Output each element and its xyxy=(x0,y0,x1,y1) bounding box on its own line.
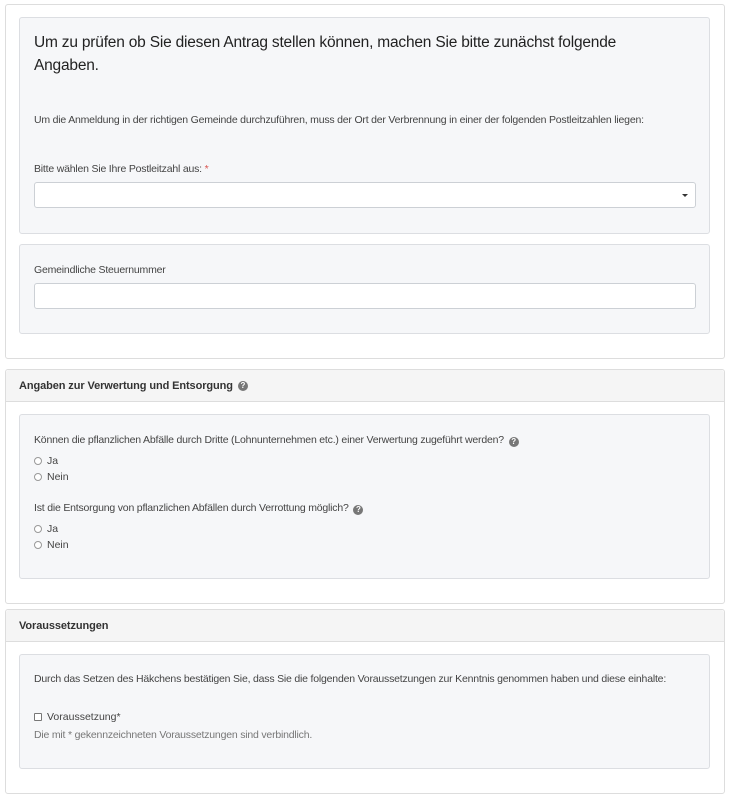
intro-description: Um die Anmeldung in der richtigen Gemeinde durchzuführen, muss der Ort der Verbrennung in einer der folgenden Postleitzahlen liegen: xyxy=(34,114,644,126)
requirements-well xyxy=(19,654,710,769)
question-rotting-text: Ist die Entsorgung von pflanzlichen Abfällen durch Verrottung möglich? xyxy=(34,502,349,514)
requirements-panel-heading xyxy=(6,610,724,642)
caret-down-icon xyxy=(682,194,688,197)
radio-label: Nein xyxy=(47,471,69,483)
requirements-panel-title: Voraussetzungen xyxy=(19,619,109,632)
requirements-description: Durch das Setzen des Häkchens bestätigen Sie, dass Sie die folgenden Voraussetzungen zur Kenntnis genommen haben und diese einhalte: xyxy=(34,673,667,685)
question-recycling xyxy=(34,432,519,449)
radio-label: Ja xyxy=(47,523,59,535)
tax-number-input[interactable] xyxy=(34,283,696,309)
question-recycling-text: Können die pflanzlichen Abfälle durch Dritte (Lohnunternehmen etc.) einer Verwertung zugeführt werden? xyxy=(34,434,504,446)
question-circle-icon[interactable]: ? xyxy=(353,505,363,515)
question-rotting xyxy=(34,500,363,517)
disposal-panel xyxy=(5,369,725,604)
radio-button[interactable] xyxy=(34,541,42,549)
radio-button[interactable] xyxy=(34,473,42,481)
intro-panel xyxy=(5,4,725,359)
radio-rotting-ja[interactable] xyxy=(34,522,58,536)
radio-rotting-nein[interactable] xyxy=(34,538,69,552)
tax-number-label: Gemeindliche Steuernummer xyxy=(34,264,166,276)
disposal-panel-heading xyxy=(6,370,724,402)
question-circle-icon[interactable]: ? xyxy=(238,381,248,391)
radio-button[interactable] xyxy=(34,525,42,533)
postcode-label-text: Bitte wählen Sie Ihre Postleitzahl aus: xyxy=(34,163,202,175)
requirements-panel xyxy=(5,609,725,794)
radio-recycling-ja[interactable] xyxy=(34,454,58,468)
disposal-panel-title: Angaben zur Verwertung und Entsorgung xyxy=(19,379,233,392)
postcode-well xyxy=(19,17,710,234)
requirement-checkbox[interactable] xyxy=(34,713,42,721)
question-circle-icon[interactable]: ? xyxy=(509,437,519,447)
tax-number-well xyxy=(19,244,710,334)
radio-recycling-nein[interactable] xyxy=(34,470,69,484)
intro-heading: Um zu prüfen ob Sie diesen Antrag stellen können, machen Sie bitte zunächst folgende Angaben. xyxy=(34,34,617,74)
radio-button[interactable] xyxy=(34,457,42,465)
requirement-checkbox-row[interactable] xyxy=(34,710,121,724)
radio-label: Nein xyxy=(47,539,69,551)
disposal-well xyxy=(19,414,710,579)
requirements-note: Die mit * gekennzeichneten Voraussetzungen sind verbindlich. xyxy=(34,729,313,741)
postcode-select[interactable] xyxy=(34,182,696,208)
requirement-checkbox-label: Voraussetzung* xyxy=(47,711,121,723)
radio-label: Ja xyxy=(47,455,59,467)
postcode-label xyxy=(34,161,209,178)
required-marker: * xyxy=(204,163,209,175)
